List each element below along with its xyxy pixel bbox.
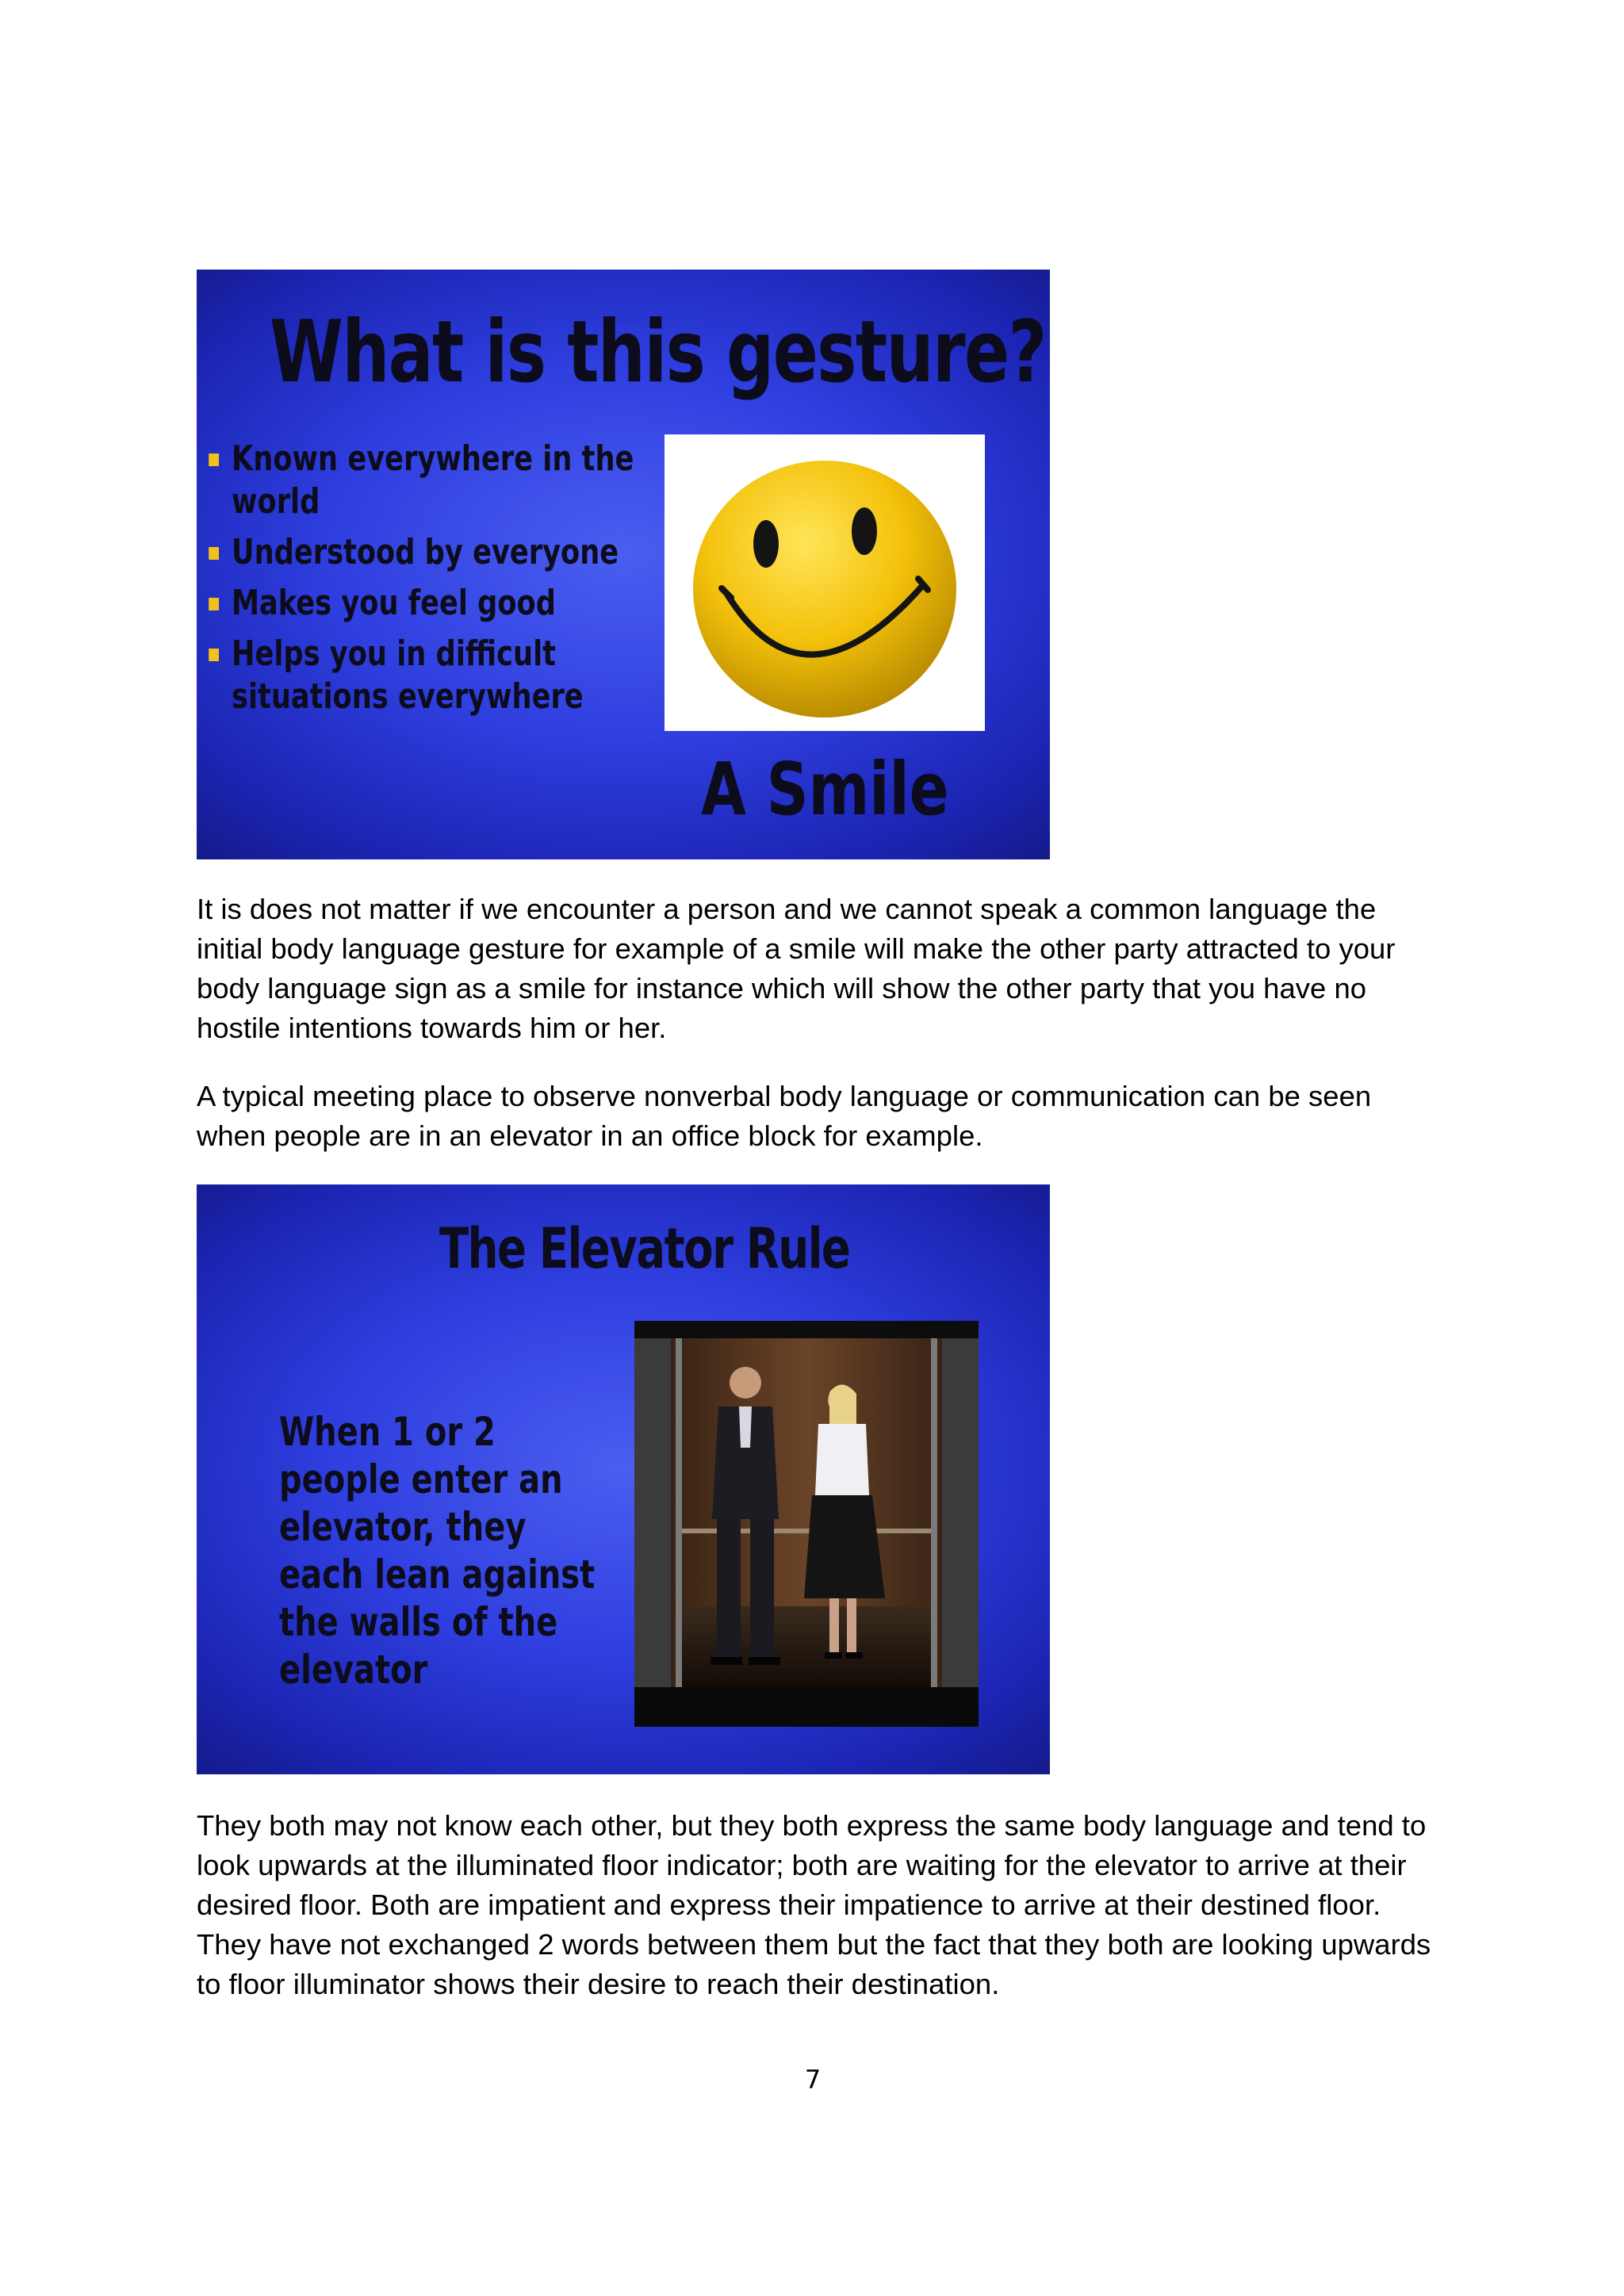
elevator-people-icon <box>634 1321 979 1727</box>
elevator-slide-image <box>197 1184 1050 1774</box>
answer-label: A Smile <box>701 747 949 832</box>
gesture-slide-image <box>197 270 1050 859</box>
smiley-picture <box>665 434 985 731</box>
slide-title: The Elevator Rule <box>439 1216 850 1281</box>
bullet-square-icon <box>209 649 219 661</box>
bullet-item: Makes you feel good <box>206 582 638 625</box>
body-paragraph: A typical meeting place to observe nonverbal body language or communication can be seen when people are in an elevator in an office block for example. <box>197 1080 1372 1152</box>
bullet-square-icon <box>209 547 219 560</box>
bullet-item: Understood by everyone <box>206 531 638 574</box>
smiley-face-icon <box>665 434 985 731</box>
bullet-item: Known everywhere in the world <box>206 438 638 523</box>
bullet-list <box>206 438 650 726</box>
bullet-square-icon <box>209 598 219 610</box>
slide-title: What is this gesture? <box>270 303 1046 402</box>
bullet-item: Helps you in difficult situations everywhere <box>206 633 638 718</box>
slide-rule-text: When 1 or 2 people enter an elevator, they each lean against the walls of the elevator <box>279 1409 596 1693</box>
elevator-photo <box>634 1321 979 1727</box>
page-number: 7 <box>804 2064 822 2095</box>
bullet-square-icon <box>209 453 219 466</box>
body-paragraph: They both may not know each other, but they both express the same body language and tend to look upwards at the illuminated floor indicator; both are waiting for the elevator to arrive at their desired floor. Both are impatient and express their impatience to arrive at their destined floor. They have not exchanged 2 words between them but the fact that they both are looking upwards to floor illuminator shows their desire to reach their destination. <box>197 1809 1431 2000</box>
body-paragraph: It is does not matter if we encounter a person and we cannot speak a common language the initial body language gesture for example of a smile will make the other party attracted to your body language sign as a smile for instance which will show the other party that you have no hostile intentions towards him or her. <box>197 893 1396 1044</box>
